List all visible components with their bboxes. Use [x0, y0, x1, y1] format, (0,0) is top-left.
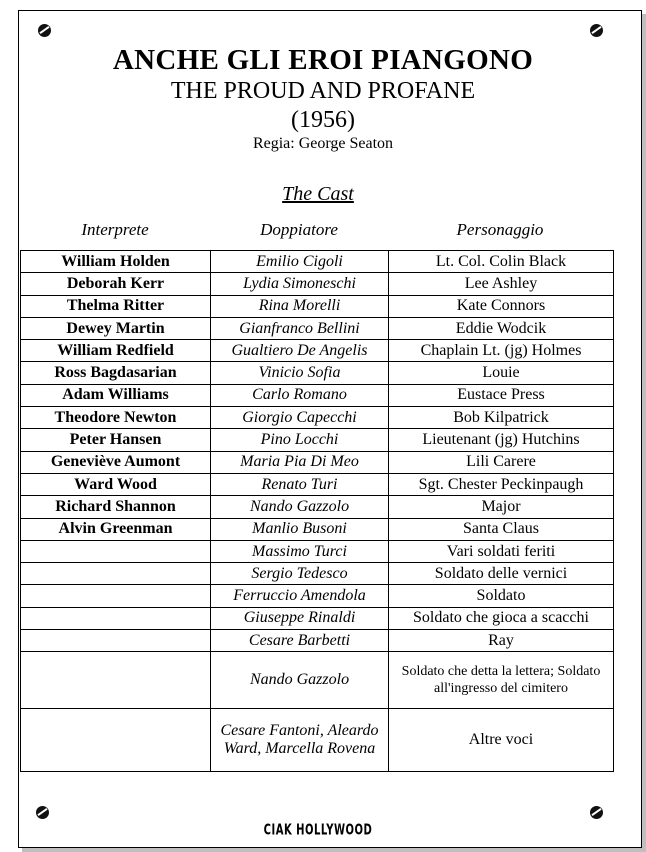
actor-cell: Geneviève Aumont	[21, 451, 211, 473]
actor-cell	[21, 540, 211, 562]
voice-cell: Cesare Barbetti	[211, 630, 389, 652]
voice-cell: Nando Gazzolo	[211, 652, 389, 709]
column-header-character: Personaggio	[456, 220, 544, 239]
table-row	[21, 540, 614, 562]
table-row	[21, 407, 614, 429]
table-row	[21, 451, 614, 473]
character-cell: Lili Carere	[389, 451, 614, 473]
voice-cell: Sergio Tedesco	[211, 563, 389, 585]
table-row	[21, 340, 614, 362]
column-header-actor: Interprete	[81, 220, 149, 239]
character-cell: Lieutenant (jg) Hutchins	[389, 429, 614, 451]
table-row	[21, 273, 614, 295]
character-cell: Eddie Wodcik	[389, 317, 614, 339]
character-cell: Lt. Col. Colin Black	[389, 251, 614, 273]
actor-cell: Theodore Newton	[21, 407, 211, 429]
voice-cell: Cesare Fantoni, Aleardo Ward, Marcella Rovena	[211, 709, 389, 772]
voice-cell: Lydia Simoneschi	[211, 273, 389, 295]
voice-cell: Pino Locchi	[211, 429, 389, 451]
screw-hole-icon	[38, 24, 51, 37]
character-cell: Bob Kilpatrick	[389, 407, 614, 429]
character-cell: Major	[389, 496, 614, 518]
voice-cell: Carlo Romano	[211, 384, 389, 406]
actor-cell: Ross Bagdasarian	[21, 362, 211, 384]
ciak-hollywood-logo: CIAK HOLLYWOOD	[263, 822, 373, 839]
table-row	[21, 473, 614, 495]
actor-cell: Richard Shannon	[21, 496, 211, 518]
table-row	[21, 295, 614, 317]
voice-cell: Manlio Busoni	[211, 518, 389, 540]
column-header-voice: Doppiatore	[260, 220, 338, 239]
voice-cell: Emilio Cigoli	[211, 251, 389, 273]
character-cell: Sgt. Chester Peckinpaugh	[389, 473, 614, 495]
character-cell: Soldato che detta la lettera; Soldato all'ingresso del cimitero	[389, 652, 614, 709]
character-cell: Louie	[389, 362, 614, 384]
voice-cell: Gualtiero De Angelis	[211, 340, 389, 362]
table-row	[21, 518, 614, 540]
voice-cell: Giuseppe Rinaldi	[211, 607, 389, 629]
voice-cell: Massimo Turci	[211, 540, 389, 562]
voice-cell: Maria Pia Di Meo	[211, 451, 389, 473]
character-cell: Soldato	[389, 585, 614, 607]
actor-cell: Thelma Ritter	[21, 295, 211, 317]
actor-cell: Alvin Greenman	[21, 518, 211, 540]
actor-cell	[21, 585, 211, 607]
actor-cell: Dewey Martin	[21, 317, 211, 339]
character-cell: Vari soldati feriti	[389, 540, 614, 562]
table-row	[21, 607, 614, 629]
table-row	[21, 585, 614, 607]
character-cell: Lee Ashley	[389, 273, 614, 295]
character-cell: Kate Connors	[389, 295, 614, 317]
table-row	[21, 652, 614, 709]
voice-cell: Vinicio Sofia	[211, 362, 389, 384]
film-title: ANCHE GLI EROI PIANGONO	[112, 44, 534, 76]
actor-cell	[21, 607, 211, 629]
actor-cell: William Holden	[21, 251, 211, 273]
original-title: THE PROUD AND PROFANE	[170, 78, 476, 104]
voice-cell: Gianfranco Bellini	[211, 317, 389, 339]
cast-heading: The Cast	[282, 183, 354, 205]
actor-cell: William Redfield	[21, 340, 211, 362]
character-cell: Eustace Press	[389, 384, 614, 406]
table-row	[21, 317, 614, 339]
character-cell: Altre voci	[389, 709, 614, 772]
screw-hole-icon	[590, 806, 603, 819]
table-row	[21, 384, 614, 406]
voice-cell: Rina Morelli	[211, 295, 389, 317]
character-cell: Ray	[389, 630, 614, 652]
actor-cell: Peter Hansen	[21, 429, 211, 451]
voice-cell: Renato Turi	[211, 473, 389, 495]
film-year: (1956)	[291, 107, 355, 133]
actor-cell: Ward Wood	[21, 473, 211, 495]
voice-cell: Ferruccio Amendola	[211, 585, 389, 607]
table-row	[21, 630, 614, 652]
character-cell: Soldato che gioca a scacchi	[389, 607, 614, 629]
actor-cell: Deborah Kerr	[21, 273, 211, 295]
voice-cell: Giorgio Capecchi	[211, 407, 389, 429]
actor-cell	[21, 709, 211, 772]
table-row	[21, 709, 614, 772]
character-cell: Santa Claus	[389, 518, 614, 540]
character-cell: Chaplain Lt. (jg) Holmes	[389, 340, 614, 362]
actor-cell	[21, 652, 211, 709]
screw-hole-icon	[36, 806, 49, 819]
director-credit: Regia: George Seaton	[252, 135, 394, 152]
table-row	[21, 362, 614, 384]
actor-cell: Adam Williams	[21, 384, 211, 406]
actor-cell	[21, 563, 211, 585]
table-row	[21, 563, 614, 585]
cast-table	[20, 250, 614, 772]
voice-cell: Nando Gazzolo	[211, 496, 389, 518]
table-row	[21, 429, 614, 451]
actor-cell	[21, 630, 211, 652]
table-row	[21, 251, 614, 273]
table-row	[21, 496, 614, 518]
screw-hole-icon	[590, 24, 603, 37]
character-cell: Soldato delle vernici	[389, 563, 614, 585]
